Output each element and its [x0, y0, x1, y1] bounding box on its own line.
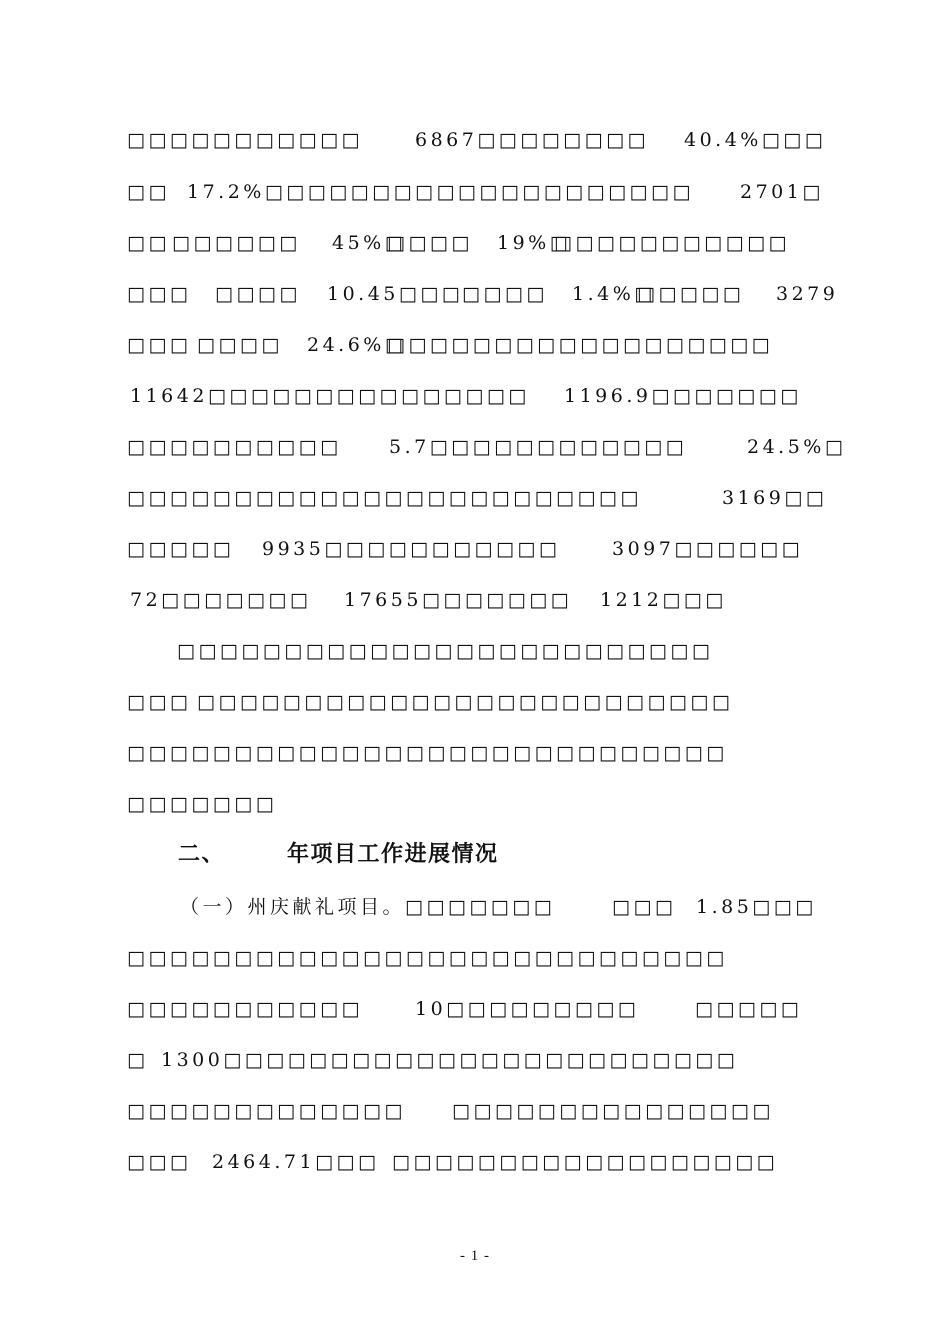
text-segment: □□□□□□□□□□□□□□□ [452, 1100, 774, 1122]
text-segment: 72□□□□□□□ [130, 589, 312, 611]
text-line [0, 994, 950, 1024]
text-segment: □□□□□□□□□□□□□□□□□□□□□□□□□□□□ [127, 742, 728, 764]
text-segment: □□□□□□□□□□□□□□□□□□□□□□□□□ [197, 691, 734, 713]
text-line [0, 1045, 950, 1075]
heading-text: 年项目工作进展情况 [287, 842, 499, 867]
text-segment: □□□□□□□□□□□ [127, 998, 363, 1020]
text-segment: 1300□□□□□□□□□□□□□□□□□□□□□□□□ [161, 1049, 739, 1071]
text-segment: 3279 [776, 283, 839, 305]
text-segment: □□□□□ [127, 538, 235, 560]
text-segment: □□□□□□□ [127, 793, 278, 815]
text-segment: 2701□ [740, 181, 824, 203]
section-heading [0, 840, 950, 870]
text-segment: □□□ [127, 691, 192, 713]
text-segment: □□□□□□□□□□□□□□□□□□□□□□□□□□□□ [127, 947, 728, 969]
text-segment: □□□□□□□□□□□ [127, 129, 363, 151]
text-segment: 1.85□□□ [696, 896, 817, 918]
text-line [0, 177, 950, 207]
text-segment: 17.2%□□□□□□□□□□□□□□□□□□□□ [187, 181, 694, 203]
text-segment: □ [127, 1049, 149, 1071]
text-segment: □□□□ [387, 232, 473, 254]
text-line [0, 330, 950, 360]
text-segment: 24.6%□ [307, 334, 407, 356]
text-line [0, 687, 950, 717]
text-line [0, 1096, 950, 1126]
text-segment: □□□ [127, 283, 192, 305]
text-segment: 10□□□□□□□□□ [415, 998, 640, 1020]
text-segment: □□□ [127, 334, 192, 356]
text-segment: □□□□□□ [172, 232, 301, 254]
heading-number: 二、 [178, 842, 226, 867]
text-segment: 2464.71□□□ [212, 1151, 380, 1173]
text-segment: 10.45□□□ [327, 283, 464, 305]
text-segment: □□□ [612, 896, 677, 918]
text-line [0, 228, 950, 258]
text-segment: 1196.9□□□□□□□ [564, 385, 802, 407]
text-segment: □□□ [127, 1151, 192, 1173]
page-number: - 1 - [460, 1248, 490, 1264]
text-segment: 11642□□□□□□□□□□□□□□□ [130, 385, 530, 407]
text-segment: □□□□□ [637, 283, 745, 305]
text-line [0, 789, 950, 819]
text-segment: □□□□□□□□□□ [127, 436, 342, 458]
text-segment: □□ [127, 232, 170, 254]
text-segment: 24.5%□ [747, 436, 847, 458]
text-segment: □□□□□□□□□□□□□□□□□□□□□□□□□ [177, 640, 714, 662]
text-segment: □□□□ [215, 283, 301, 305]
text-segment: □□□□ [462, 283, 548, 305]
text-segment: 6867□□□□□□□□ [415, 129, 649, 151]
text-line [0, 943, 950, 973]
text-segment: 17655□□□□□□□ [344, 589, 573, 611]
text-segment: 19%□ [497, 232, 572, 254]
text-segment: □□□□□□□□□□□□□□□□□□ [387, 334, 774, 356]
text-segment: 45%□ [332, 232, 407, 254]
text-segment: □□□□ [197, 334, 283, 356]
text-segment: 40.4%□□□ [684, 129, 827, 151]
text-segment: 1.4%□ [572, 283, 656, 305]
text-segment: □□□□□□□□□□□□□□□□□□ [392, 1151, 779, 1173]
text-line [0, 892, 950, 922]
text-segment: □□ [127, 181, 170, 203]
text-line [0, 585, 950, 615]
text-segment: □□□□□ [695, 998, 803, 1020]
text-line [0, 534, 950, 564]
text-line [0, 483, 950, 513]
text-segment: □□□□□□□□□□□□□ [127, 1100, 406, 1122]
text-line [0, 125, 950, 155]
text-line [0, 1147, 950, 1177]
text-line [0, 381, 950, 411]
text-segment: 9935□□□□□□□□□□□ [262, 538, 561, 560]
text-line [0, 636, 950, 666]
text-segment: 3097□□□□□□ [612, 538, 804, 560]
text-segment: 3169□□ [722, 487, 828, 509]
text-segment: □□□□□□□□□□□□□□□□□□□□□□□□ [127, 487, 642, 509]
text-line [0, 738, 950, 768]
text-line [0, 279, 950, 309]
text-segment: 5.7□□□□□□□□□□□□ [389, 436, 688, 458]
text-segment: 1212□□□ [600, 589, 727, 611]
text-segment: （一）州庆献礼项目。□□□□□□□ [180, 896, 556, 918]
text-segment: □□□□□□□□□□□ [554, 232, 790, 254]
text-line [0, 432, 950, 462]
